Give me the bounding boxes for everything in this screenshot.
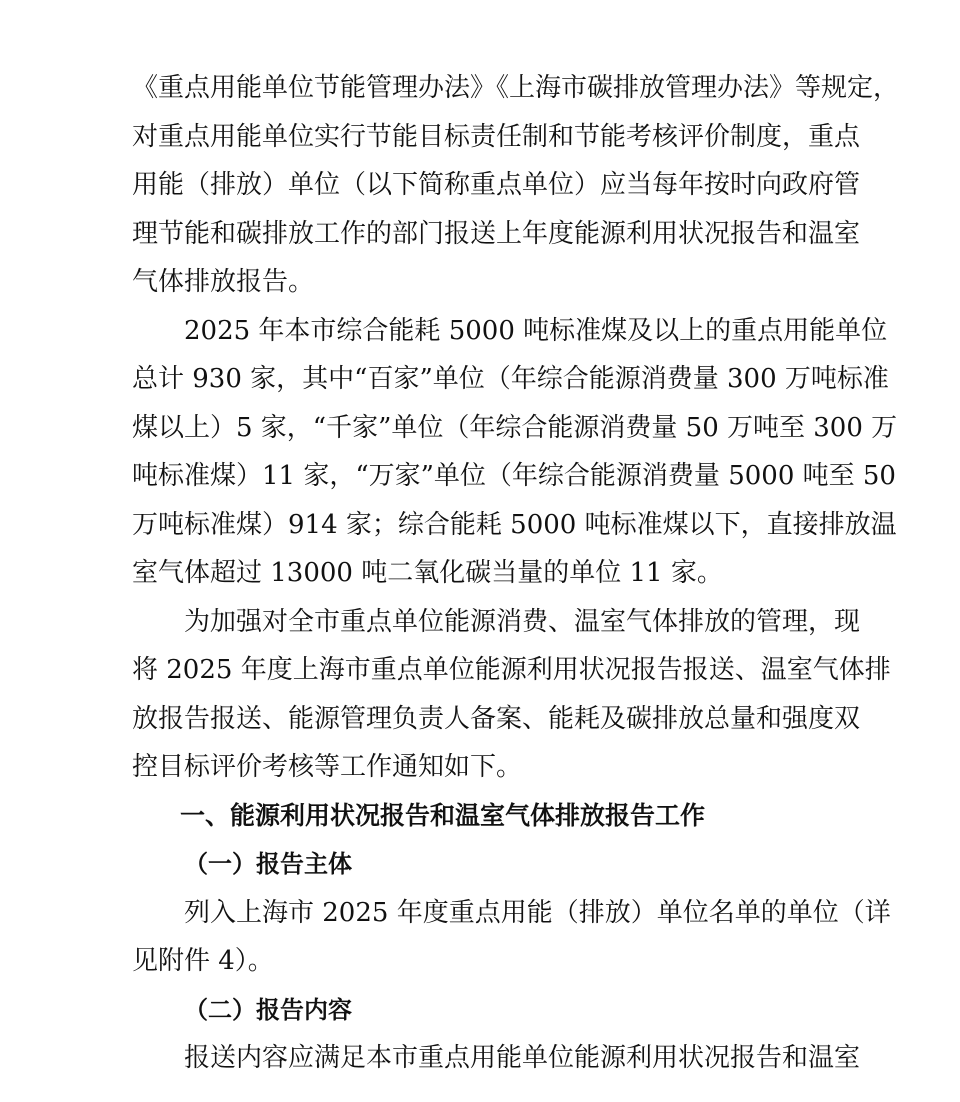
paragraph-regulations [132, 64, 900, 307]
text-line: 对重点用能单位实行节能目标责任制和节能考核评价制度，重点 [132, 121, 861, 152]
text-line: 见附件 4）。 [132, 946, 274, 976]
text-line: 吨标准煤）11 家，“万家”单位（年综合能源消费量 5000 吨至 50 [132, 461, 896, 491]
paragraph-unit-counts [132, 307, 898, 598]
text-line: 理节能和碳排放工作的部门报送上年度能源利用状况报告和温室 [132, 218, 861, 249]
text-line: 控目标评价考核等工作通知如下。 [132, 752, 523, 782]
text-line: 2025 年本市综合能耗 5000 吨标准煤及以上的重点用能单位 [184, 315, 888, 346]
document-page [132, 64, 900, 1083]
text-line: 用能（排放）单位（以下简称重点单位）应当每年按时向政府管 [132, 170, 861, 200]
text-line: 万吨标准煤）914 家；综合能耗 5000 吨标准煤以下，直接排放温 [132, 509, 897, 540]
text-line: 放报告报送、能源管理负责人备案、能耗及碳排放总量和强度双 [132, 703, 861, 734]
text-line: 为加强对全市重点单位能源消费、温室气体排放的管理，现 [184, 606, 861, 637]
paragraph-report-subject [132, 889, 891, 986]
text-line: 《重点用能单位节能管理办法》《上海市碳排放管理办法》等规定， [132, 73, 900, 103]
section-heading: 一、能源利用状况报告和温室气体排放报告工作 [180, 800, 706, 830]
paragraph-report-content [132, 1034, 861, 1083]
text-line: 将 2025 年度上海市重点单位能源利用状况报告报送、温室气体排 [132, 655, 891, 685]
text-line: 报送内容应满足本市重点用能单位能源利用状况报告和温室 [184, 1043, 861, 1073]
subsection-heading-subject: （一）报告主体 [184, 850, 352, 878]
text-line: 总计 930 家，其中“百家”单位（年综合能源消费量 300 万吨标准 [132, 364, 889, 394]
subsection-heading-content: （二）报告内容 [184, 995, 352, 1024]
text-line: 列入上海市 2025 年度重点用能（排放）单位名单的单位（详 [184, 897, 891, 928]
text-line: 煤以上）5 家，“千家”单位（年综合能源消费量 50 万吨至 300 万 [132, 412, 898, 443]
text-line: 室气体超过 13000 吨二氧化碳当量的单位 11 家。 [132, 558, 723, 588]
paragraph-notice-intro [132, 598, 891, 792]
text-line: 气体排放报告。 [132, 267, 315, 297]
